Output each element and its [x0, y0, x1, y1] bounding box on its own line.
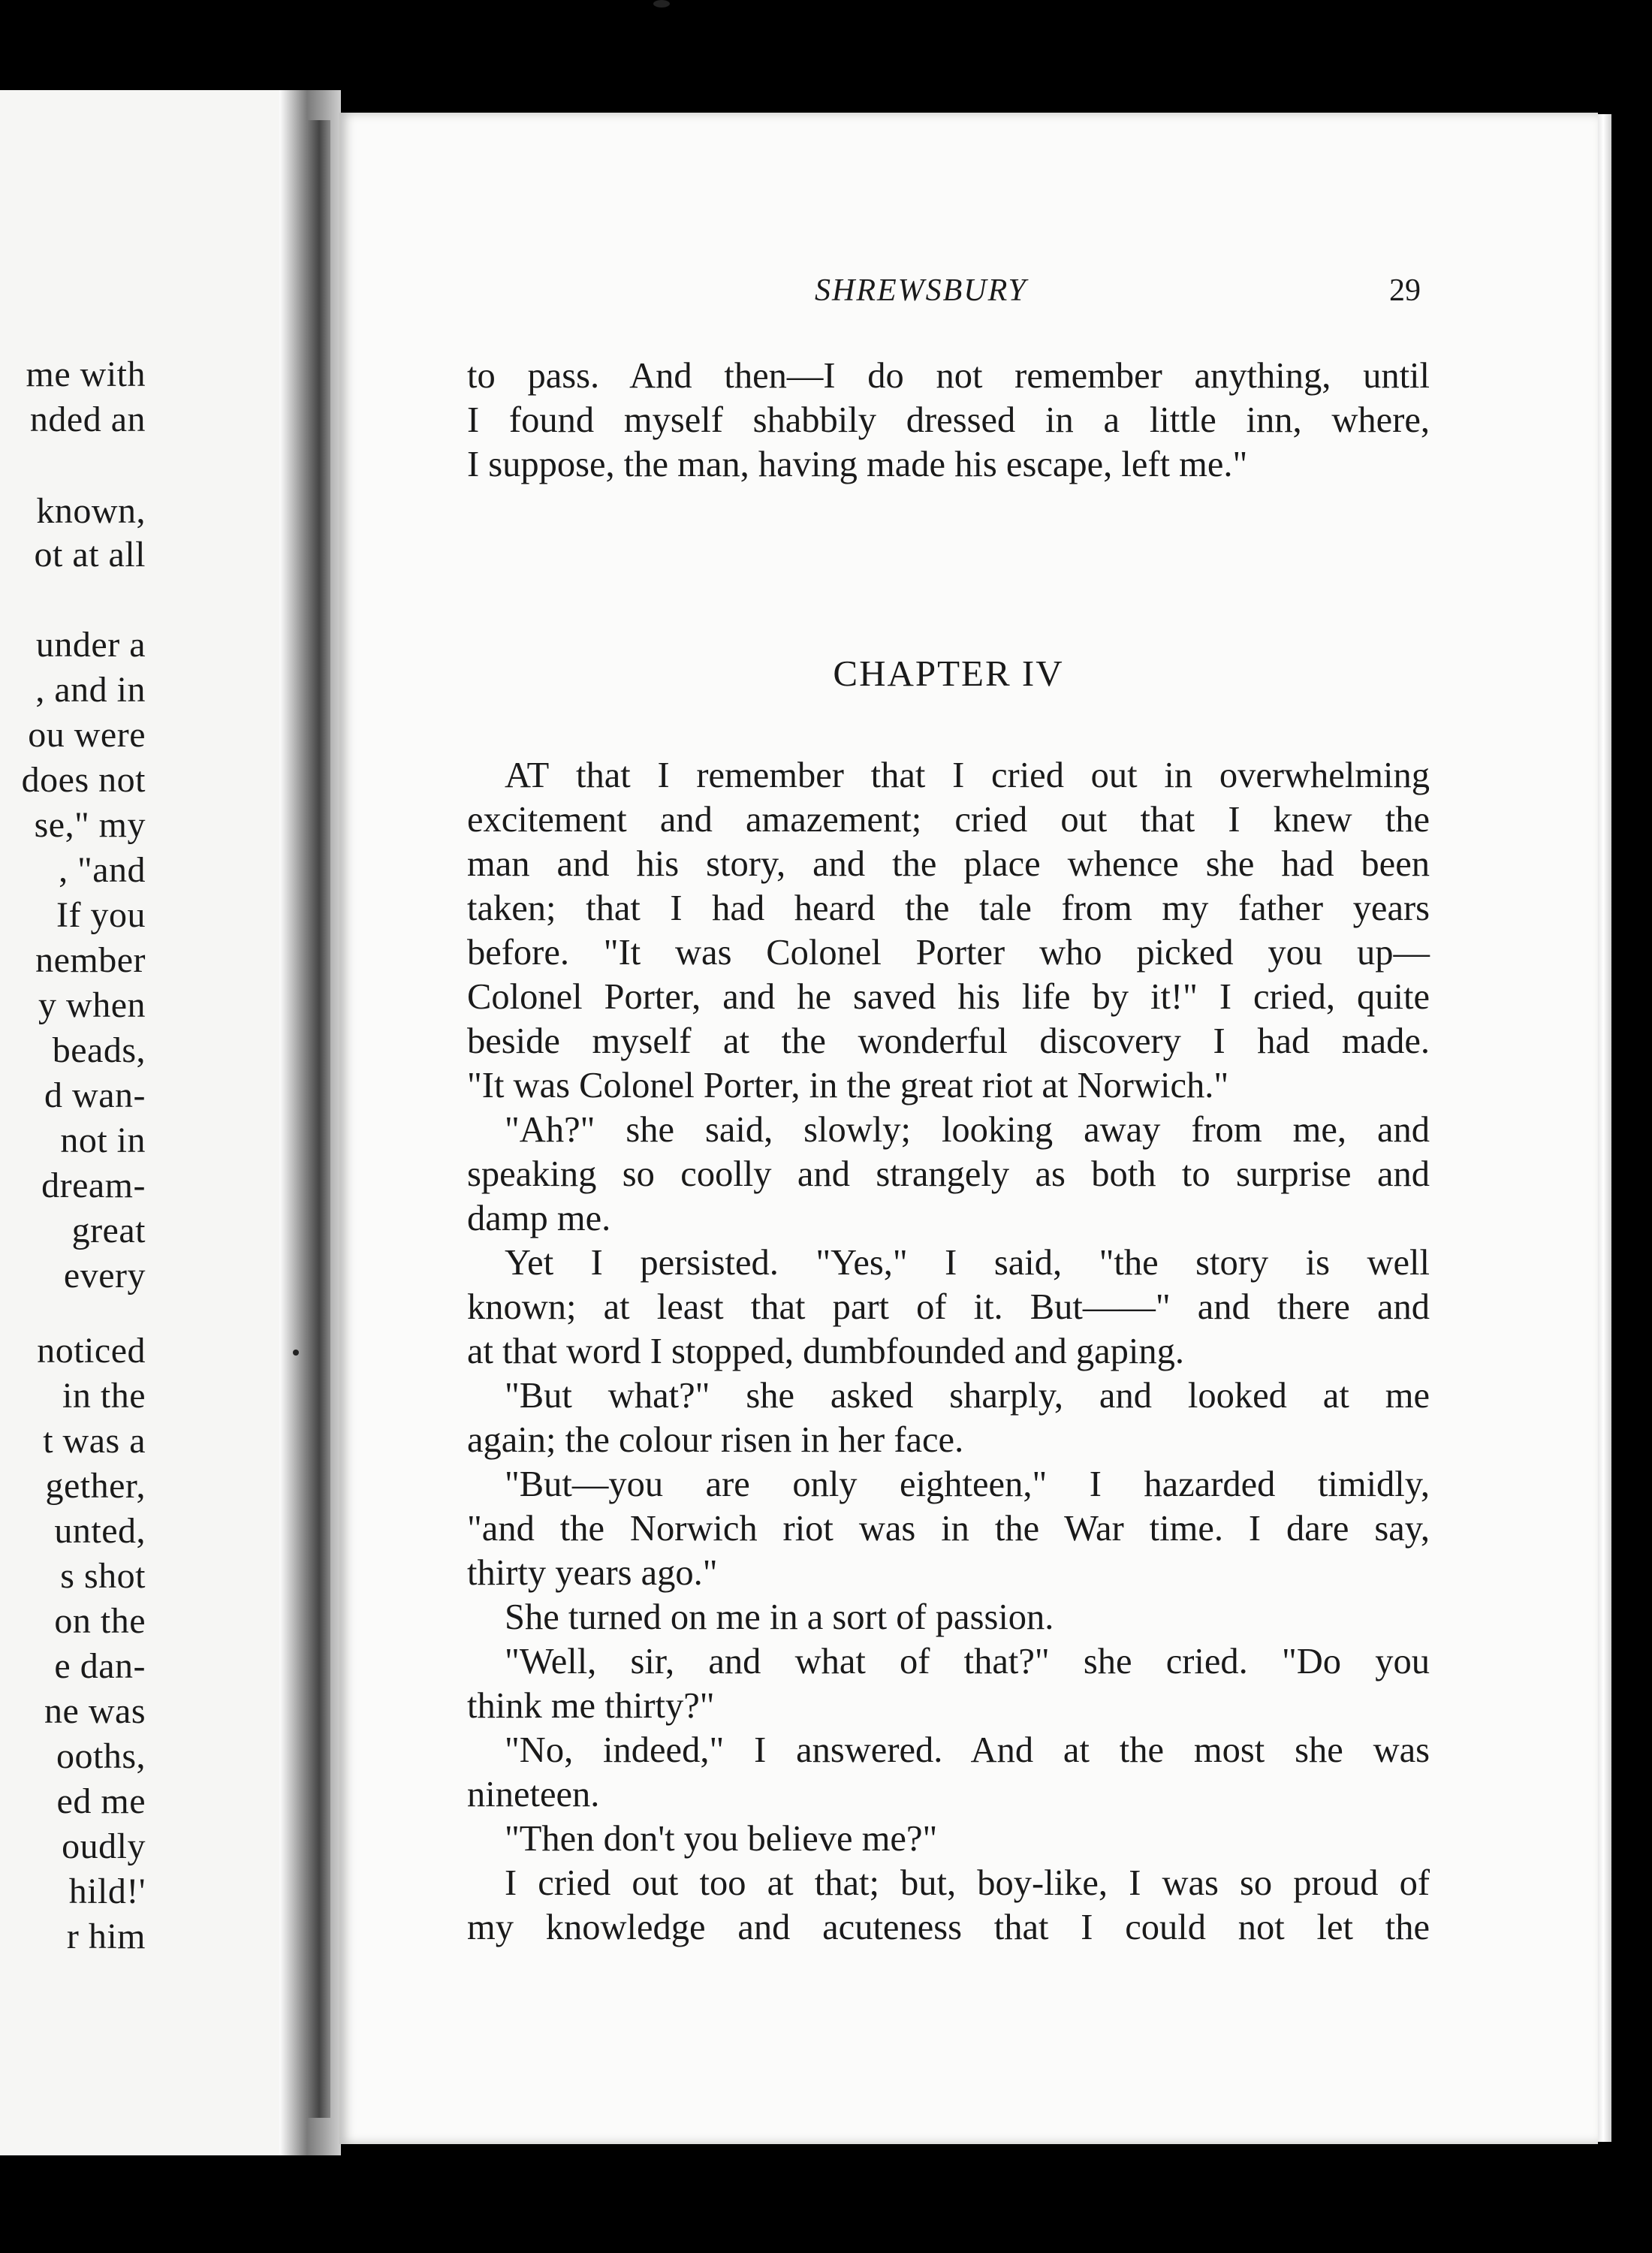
previous-page-line: ne was [44, 1691, 146, 1731]
running-head: SHREWSBURY [815, 273, 1027, 308]
previous-page-line: , and in [35, 670, 146, 710]
previous-page-line: every [63, 1256, 146, 1295]
text-line: excitement and amazement; cried out that I knew the [467, 800, 1430, 840]
text-line: "No, indeed," I answered. And at the most she was [505, 1730, 1430, 1770]
previous-page-line: under a [35, 625, 146, 665]
previous-page [0, 90, 279, 2155]
line-remainder: that I remember that I cried out in overwhelming [549, 756, 1430, 795]
text-line: at that word I stopped, dumbfounded and gaping. [467, 1332, 1184, 1371]
text-line: Yet I persisted. "Yes," I said, "the story is well [505, 1243, 1430, 1283]
text-line: I cried out too at that; but, boy-like, I was so proud of [505, 1863, 1430, 1903]
previous-page-line: beads, [52, 1030, 146, 1070]
previous-page-line: unted, [54, 1511, 146, 1551]
previous-page-line: se," my [34, 805, 146, 845]
scan-speck [293, 1350, 299, 1356]
text-line: again; the colour risen in her face. [467, 1420, 964, 1460]
previous-page-line: t was a [43, 1421, 146, 1461]
previous-page-line: in the [62, 1376, 146, 1416]
text-line: She turned on me in a sort of passion. [505, 1597, 1054, 1637]
text-line: known; at least that part of it. But——" and there and [467, 1287, 1430, 1327]
text-line: beside myself at the wonderful discovery I had made. [467, 1021, 1430, 1061]
text-line: "It was Colonel Porter, in the great riot at Norwich." [467, 1066, 1229, 1105]
previous-page-line: ooths, [56, 1736, 146, 1776]
previous-page-line: not in [60, 1120, 146, 1160]
text-line: Colonel Porter, and he saved his life by it!" I cried, quite [467, 977, 1430, 1017]
previous-page-line: ot at all [34, 535, 146, 575]
previous-page-line: e dan- [54, 1646, 146, 1686]
text-line [467, 753, 1430, 798]
previous-page-line: d wan- [44, 1075, 146, 1115]
text-line: my knowledge and acuteness that I could not let the [467, 1908, 1430, 1947]
text-line: I suppose, the man, having made his escape, left me." [467, 445, 1248, 484]
gutter-edge [308, 120, 330, 2118]
chapter-opening-word: AT [505, 756, 550, 795]
text-line: "Then don't you believe me?" [505, 1819, 938, 1859]
previous-page-line: known, [36, 491, 146, 531]
previous-page-line: great [71, 1211, 146, 1250]
text-line: to pass. And then—I do not remember anything, until [467, 356, 1430, 396]
text-line: I found myself shabbily dressed in a little inn, where, [467, 400, 1430, 440]
text-line: speaking so coolly and strangely as both to surprise and [467, 1154, 1430, 1194]
text-line: before. "It was Colonel Porter who picked you up— [467, 933, 1430, 973]
chapter-body [467, 753, 1430, 1950]
previous-page-line: If you [56, 895, 146, 935]
text-line: "Well, sir, and what of that?" she cried. "Do you [505, 1642, 1430, 1681]
text-line: nineteen. [467, 1775, 600, 1814]
previous-page-line: hild!' [68, 1871, 146, 1911]
previous-page-line: ou were [28, 715, 146, 755]
previous-page-line: oudly [62, 1826, 146, 1866]
previous-page-line: gether, [45, 1466, 146, 1506]
previous-page-line: dream- [41, 1166, 146, 1205]
previous-page-line: on the [54, 1601, 146, 1641]
text-line: damp me. [467, 1199, 611, 1238]
text-line: "Ah?" she said, slowly; looking away from me, and [505, 1110, 1430, 1150]
previous-page-line: noticed [37, 1331, 146, 1371]
text-line: "But—you are only eighteen," I hazarded timidly, [505, 1464, 1430, 1504]
text-line: "and the Norwich riot was in the War time. I dare say, [467, 1509, 1430, 1549]
page-number: 29 [1389, 273, 1421, 308]
previous-page-line: , "and [59, 850, 146, 890]
previous-page-line: y when [38, 985, 146, 1025]
previous-page-line: s shot [60, 1556, 146, 1596]
previous-page-line: nded an [29, 400, 146, 439]
previous-page-line: ed me [56, 1781, 146, 1821]
text-line: think me thirty?" [467, 1686, 715, 1726]
text-line: "But what?" she asked sharply, and looked at me [505, 1376, 1430, 1416]
page-edge [1598, 114, 1611, 2142]
text-line: taken; that I had heard the tale from my father years [467, 888, 1430, 928]
previous-page-line: me with [26, 354, 146, 394]
chapter-heading: CHAPTER IV [833, 653, 1064, 694]
text-line: man and his story, and the place whence she had been [467, 844, 1430, 884]
previous-page-line: nember [35, 940, 146, 980]
scan-speck [653, 0, 670, 8]
text-line: thirty years ago." [467, 1553, 718, 1593]
previous-page-line: does not [21, 760, 146, 800]
opening-paragraph [467, 354, 1430, 487]
previous-page-line: r him [66, 1917, 146, 1956]
